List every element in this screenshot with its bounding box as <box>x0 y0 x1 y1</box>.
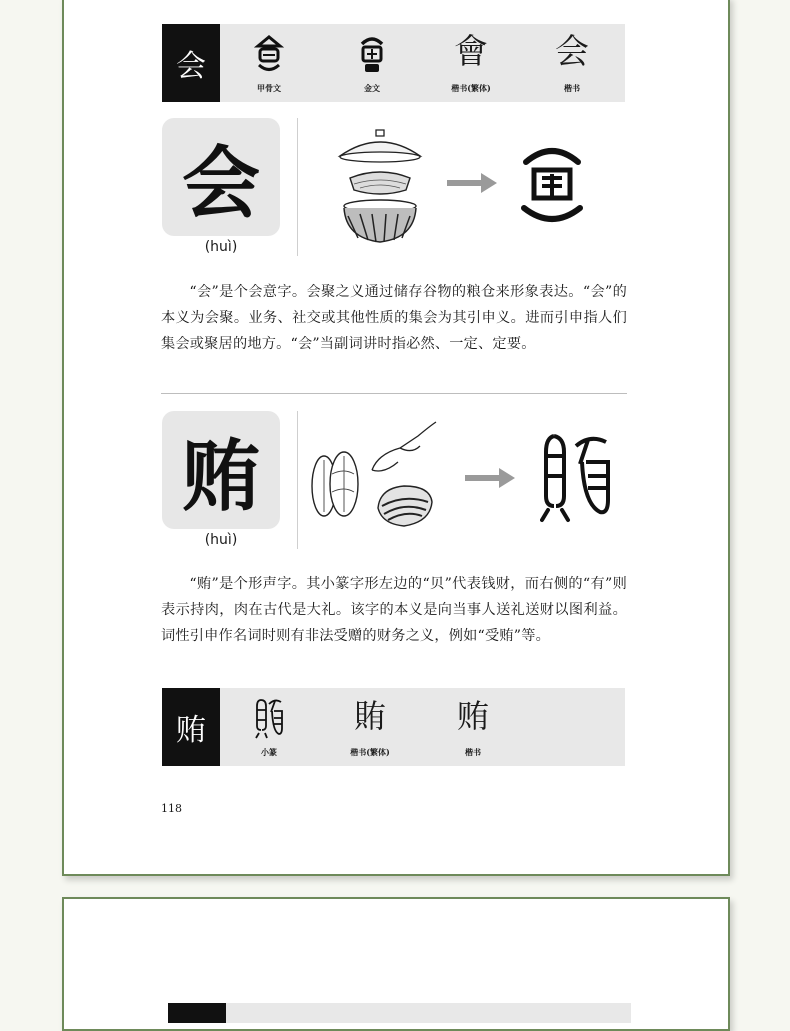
granary-illustration-icon <box>336 126 424 250</box>
paragraph-hui: “会”是个会意字。会聚之义通过储存谷物的粮仓来形象表达。“会”的本义为会聚。业务、社交或其他性质的集会为其引申义。进而引申指人们集会或聚居的地方。“会”当副词讲时指必然、一定、定要。 <box>161 284 627 352</box>
strip-cell-regular: 会 楷书 <box>527 24 617 102</box>
strip-cell-oracle-bone: 甲骨文 <box>224 24 314 102</box>
script-evolution-strip-hui <box>162 24 625 102</box>
strip-cell-small-seal: 小篆 <box>224 688 314 766</box>
strip-cell-traditional: 會 楷书(繁体) <box>426 24 516 102</box>
divider-vertical <box>297 411 298 549</box>
strip-cell-traditional: 賄 楷书(繁体) <box>325 688 415 766</box>
book-page-118 <box>62 0 730 876</box>
strip-cell-regular: 贿 楷书 <box>428 688 518 766</box>
bronze-glyph-icon <box>357 32 387 76</box>
pinyin-hui: (huì) <box>204 239 238 255</box>
script-evolution-strip-next <box>168 1003 631 1023</box>
small-seal-glyph-icon <box>255 696 283 740</box>
arrow-right-icon <box>447 172 497 194</box>
page-number: 118 <box>161 802 182 815</box>
regular-char: 贿 <box>456 697 489 735</box>
bronze-hui-large-glyph-icon <box>520 140 584 232</box>
char-box-hui-bribe: 贿 <box>162 411 280 529</box>
traditional-char: 賄 <box>353 697 386 735</box>
section-divider <box>161 393 627 394</box>
oracle-bone-glyph-icon <box>254 32 284 76</box>
divider-vertical <box>297 118 298 256</box>
strip-head-char: 会 <box>162 24 220 102</box>
strip-head-block <box>168 1003 226 1023</box>
strip-head-char: 贿 <box>162 688 220 766</box>
script-evolution-strip-hui-bribe <box>162 688 625 766</box>
char-box-hui: 会 <box>162 118 280 236</box>
regular-char: 会 <box>555 32 589 72</box>
shell-and-meat-illustration-icon <box>308 418 442 534</box>
strip-cell-bronze: 金文 <box>327 24 417 102</box>
book-page-next <box>62 897 730 1031</box>
arrow-right-icon <box>465 467 515 489</box>
paragraph-hui-bribe: “贿”是个形声字。其小篆字形左边的“贝”代表钱财，而右侧的“有”则表示持肉，肉在古代是大礼。该字的本义是向当事人送礼送财以图利益。词性引申作名词时则有非法受赠的财务之义，例如“受贿”等。 <box>161 576 627 644</box>
traditional-char: 會 <box>454 32 488 72</box>
seal-script-hui-large-glyph-icon <box>540 432 612 524</box>
pinyin-hui-bribe: (huì) <box>204 532 238 548</box>
